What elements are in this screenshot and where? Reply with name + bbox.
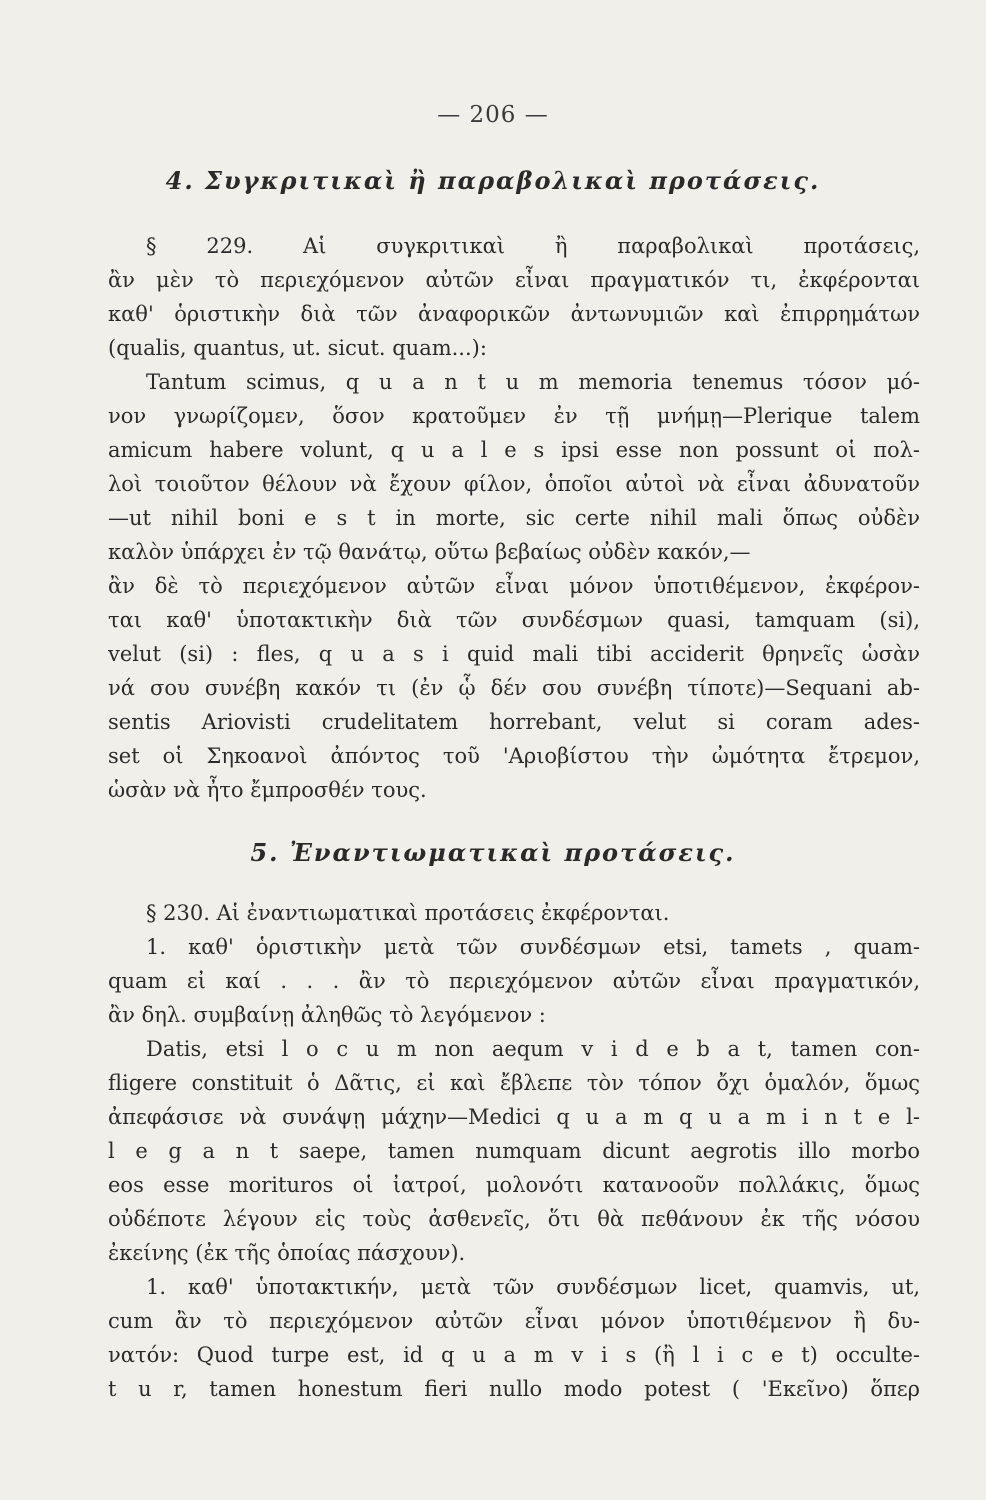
text-line: set οἱ Σηκοανοὶ ἀπόντος τοῦ 'Αριοβίστου τὴν ὠμότητα ἔτρεμον, — [108, 744, 920, 768]
text-line: ἀπεφάσισε νὰ συνάψῃ μάχην—Medici q u a m q u a m i n t e l- — [108, 1105, 920, 1129]
text-line: quam εἰ καί . . . ἂν τὸ περιεχόμενον αὐτῶν εἶναι πραγματικόν, — [108, 969, 920, 993]
text-line: Datis, etsi l o c u m non aequm v i d e b a t, tamen con- — [146, 1037, 920, 1061]
text-line: ἂν μὲν τὸ περιεχόμενον αὐτῶν εἶναι πραγματικόν τι, ἐκφέρονται — [108, 268, 920, 292]
text-line: Tantum scimus, q u a n t u m memoria tenemus τόσον μό- — [146, 370, 920, 394]
text-line: —ut nihil boni e s t in morte, sic certe nihil mali ὅπως οὐδὲν — [108, 506, 920, 530]
text-line: 1. καθ' ὑποτακτικήν, μετὰ τῶν συνδέσμων licet, quamvis, ut, — [146, 1275, 920, 1299]
text-line: t u r, tamen honestum fieri nullo modo potest ( 'Εκεῖνο) ὅπερ — [108, 1377, 920, 1401]
section-heading-comparative: 4. Συγκριτικαὶ ἢ παραβολικαὶ προτάσεις. — [165, 166, 821, 195]
text-line: sentis Ariovisti crudelitatem horrebant, velut si coram ades- — [108, 710, 920, 734]
text-line: velut (si) : fles, q u a s i quid mali tibi acciderit θρηνεῖς ὡσὰν — [108, 642, 920, 666]
text-line: eos esse morituros οἱ ἰατροί, μολονότι κατανοοῦν πολλάκις, ὅμως — [108, 1173, 920, 1197]
text-line: λοὶ τοιοῦτον θέλουν νὰ ἔχουν φίλον, ὁποῖοι αὐτοὶ νὰ εἶναι ἀδυνατοῦν — [108, 472, 920, 496]
text-line: cum ἂν τὸ περιεχόμενον αὐτῶν εἶναι μόνον ὑποτιθέμενον ἢ δυ- — [108, 1309, 920, 1333]
text-line: § 230. Αἱ ἐναντιωματικαὶ προτάσεις ἐκφέρονται. — [146, 901, 670, 925]
text-line: νατόν: Quod turpe est, id q u a m v i s (ἢ l i c e t) occulte- — [108, 1343, 920, 1367]
text-line: amicum habere volunt, q u a l e s ipsi esse non possunt οἱ πολ- — [108, 438, 920, 462]
text-line: νά σου συνέβη κακόν τι (ἐν ᾧ δέν σου συνέβη τίποτε)—Sequani ab- — [108, 676, 920, 700]
page-number: — 206 — — [437, 102, 549, 128]
text-line: ἂν δὲ τὸ περιεχόμενον αὐτῶν εἶναι μόνον ὑποτιθέμενον, ἐκφέρον- — [108, 574, 920, 598]
text-line: καθ' ὁριστικὴν διὰ τῶν ἀναφορικῶν ἀντωνυμιῶν καὶ ἐπιρρημάτων — [108, 302, 920, 326]
text-line: οὐδέποτε λέγουν εἰς τοὺς ἀσθενεῖς, ὅτι θὰ πεθάνουν ἐκ τῆς νόσου — [108, 1207, 920, 1231]
section-heading-concessive: 5. Ἐναντιωματικαὶ προτάσεις. — [250, 838, 736, 867]
text-line: l e g a n t saepe, tamen numquam dicunt aegrotis illo morbo — [108, 1139, 920, 1163]
text-line: ἐκείνης (ἐκ τῆς ὁποίας πάσχουν). — [108, 1241, 466, 1265]
text-line: (qualis, quantus, ut. sicut. quam...): — [108, 336, 487, 360]
text-line: 1. καθ' ὁριστικὴν μετὰ τῶν συνδέσμων etsi, tamets , quam- — [146, 935, 920, 959]
text-line: ὡσὰν νὰ ἦτο ἔμπροσθέν τους. — [108, 778, 427, 802]
text-line: ται καθ' ὑποτακτικὴν διὰ τῶν συνδέσμων quasi, tamquam (si), — [108, 608, 920, 632]
text-line: ἂν δηλ. συμβαίνῃ ἀληθῶς τὸ λεγόμενον : — [108, 1003, 546, 1027]
text-line: fligere constituit ὁ Δᾶτις, εἰ καὶ ἔβλεπε τὸν τόπον ὄχι ὁμαλόν, ὅμως — [108, 1071, 920, 1095]
text-line: καλὸν ὑπάρχει ἐν τῷ θανάτῳ, οὕτω βεβαίως οὐδὲν κακόν,— — [108, 540, 751, 564]
text-line: νον γνωρίζομεν, ὅσον κρατοῦμεν ἐν τῇ μνήμῃ—Plerique talem — [108, 404, 920, 428]
text-line: § 229. Αἱ συγκριτικαὶ ἢ παραβολικαὶ προτάσεις, — [146, 234, 920, 258]
